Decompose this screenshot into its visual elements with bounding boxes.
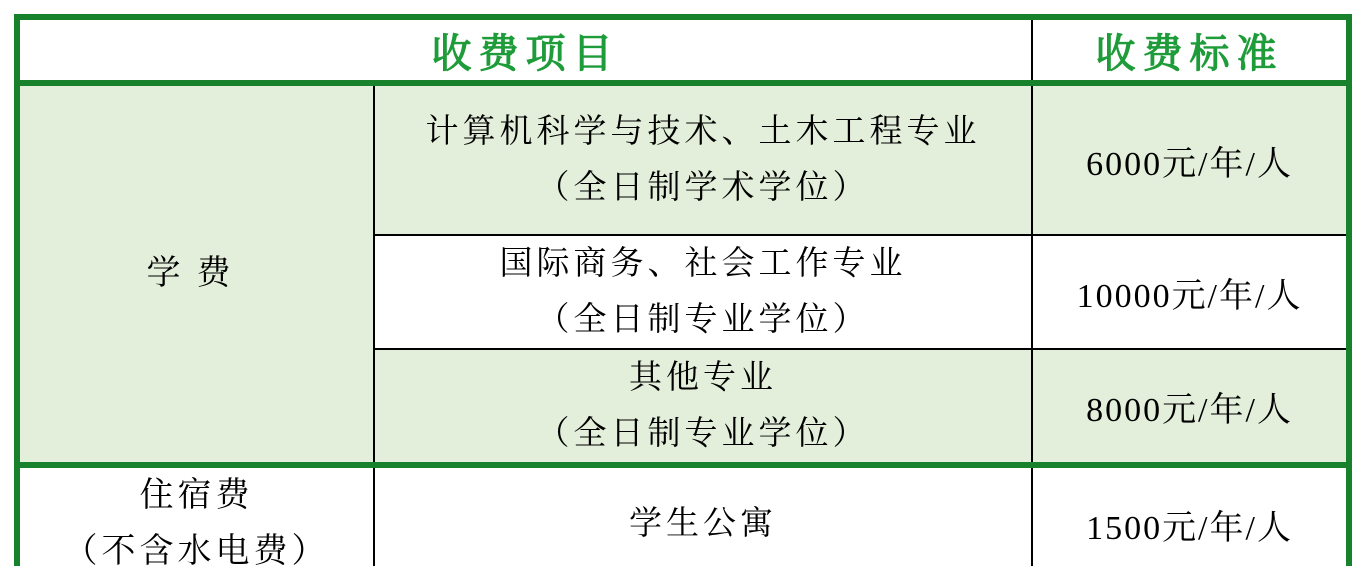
accommodation-item-cell: 学生公寓 — [374, 465, 1032, 566]
tuition-item-cell-3 — [374, 349, 1032, 465]
tuition-category-cell: 学费 — [17, 83, 374, 465]
header-fee-item: 收费项目 — [17, 17, 1032, 83]
tuition-standard-cell-2: 10000元/年/人 — [1032, 235, 1349, 349]
fee-table — [14, 14, 1352, 566]
tuition-item-cell-1 — [374, 83, 1032, 235]
table-header-row — [17, 17, 1349, 83]
accommodation-category-cell — [17, 465, 374, 566]
tuition-item-2-line1: 国际商务、社会工作专业 — [499, 246, 907, 282]
tuition-item-1-line2: （全日制学术学位） — [536, 170, 870, 206]
accommodation-category-line2: （不含水电费） — [63, 533, 330, 566]
header-fee-standard: 收费标准 — [1032, 17, 1349, 83]
tuition-row-1 — [17, 83, 1349, 235]
tuition-item-2-line2: （全日制专业学位） — [536, 302, 870, 338]
accommodation-standard-cell: 1500元/年/人 — [1032, 465, 1349, 566]
accommodation-row — [17, 465, 1349, 566]
tuition-standard-cell-1: 6000元/年/人 — [1032, 83, 1349, 235]
tuition-item-3-line2: （全日制专业学位） — [536, 416, 870, 452]
accommodation-category-line1: 住宿费 — [139, 477, 254, 514]
tuition-item-3-line1: 其他专业 — [629, 360, 778, 396]
tuition-item-1-line1: 计算机科学与技术、土木工程专业 — [425, 114, 981, 150]
tuition-standard-cell-3: 8000元/年/人 — [1032, 349, 1349, 465]
tuition-item-cell-2 — [374, 235, 1032, 349]
